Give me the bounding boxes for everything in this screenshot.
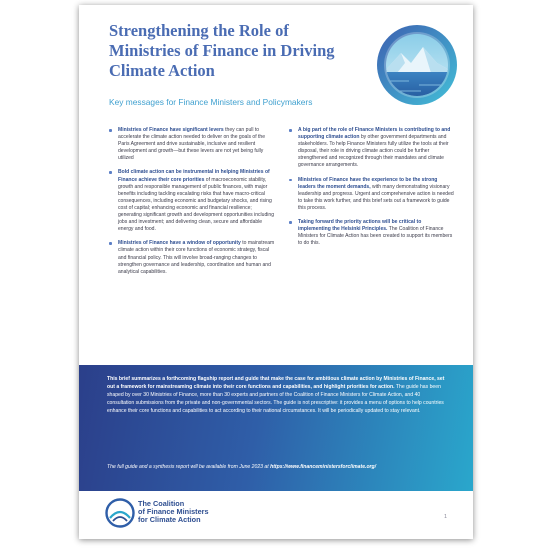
key-message-lead: Ministries of Finance have significant levers [118,127,224,133]
key-message-body: to mainstream climate action within their core functions of economic strategy, fiscal and financial policy. This will involve broad-ranging changes to strengthen governance and leadership, coordination and human and analytical capabilities. [118,240,275,275]
key-message-item [109,240,277,275]
key-message-lead: Bold climate action can be instrumental in helping Ministries of Finance achieve their core priorities [118,169,270,183]
document-title: Strengthening the Role of Ministries of Finance in Driving Climate Action [109,21,335,80]
bullet-icon [289,179,292,182]
bullet-icon [289,221,292,224]
key-message-item [289,177,455,212]
key-message-item [289,127,455,170]
bullet-icon [109,171,112,174]
key-message-body: with many demonstrating visionary leadership and progress. Urgent and comprehensive action is needed to take this work further, and this brief sets out a framework to guide this process. [298,183,454,211]
summary-body-text: The guide has been shaped by over 30 Ministries of Finance, more than 30 experts and partners of the Coalition of Finance Ministers for Climate Action, and 40 consultation submissions from the private and non-governmental sectors. The guide is not prescriptive: it provides a menu of options to help countries enhance their core functions and capabilities to act according to their national circumstances. It will be periodically updated to stay relevant. [107,384,444,414]
availability-text: The full guide and a synthesis report will be available from June 2023 at [107,464,271,470]
key-messages-right-column [289,127,455,254]
document-subtitle: Key messages for Finance Ministers and Policymakers [109,97,313,107]
key-message-item [109,169,277,233]
key-message-body: they can pull to accelerate the climate action needed to deliver on the goals of the Paris Agreement and drive sustainable, inclusive and resilient development and growth—but these levers are not yet being fully utilized [118,127,266,162]
document-page [79,5,473,539]
key-message-body: of macroeconomic stability, growth and responsible management of public finances, with major benefits including tackling escalating risks that have macro-critical consequences, including economic and budgetary shocks, and rising cost of capital; enhancing economic and financial resilience; generating significant growth and development opportunities including jobs and investment; and delivering clean, secure and affordable energy and food. [118,176,274,233]
bullet-icon [109,242,112,245]
key-message-lead: Taking forward the priority actions will be critical to implementing the Helsinki Principles. [298,219,422,233]
coalition-logo-text [138,500,209,523]
summary-bold-text: This brief summarizes a forthcoming flagship report and guide that make the case for ambitious climate action by Ministries of Finance, set out a framework for mainstreaming climate into their core functions and capabilities, and highlight priorities for action. [107,376,445,390]
website-link[interactable]: https://www.financeministersforclimate.org/ [270,464,377,470]
key-message-item [289,219,455,247]
logo-line: for Climate Action [138,514,201,524]
key-message-lead: Ministries of Finance have a window of opportunity [118,240,241,247]
key-message-body: The Coalition of Finance Ministers for Climate Action has been created to support its members to do this. [298,226,453,247]
key-message-body: by other government departments and stakeholders. To help Finance Ministers fully utilize the tools at their disposal, their role in driving climate action could be further strengthened and recognized through their mandates and climate governance arrangements. [298,134,449,169]
logo-line: The Coalition [138,499,185,508]
summary-band [79,365,473,491]
key-message-lead: A big part of the role of Finance Ministers is contributing to and supporting climate action [298,127,451,141]
summary-text [107,375,447,415]
key-message-item [109,127,277,162]
key-message-lead: Ministries of Finance have the experience to be the strong leaders the moment demands, [298,176,438,190]
coalition-logo [105,496,245,534]
page-number: 1 [444,514,448,520]
coalition-logo-icon [105,498,135,528]
availability-note [107,464,447,470]
key-messages-left-column [109,127,277,283]
bullet-icon [289,129,292,132]
mountain-lake-circle-icon [375,23,459,107]
logo-line: of Finance Ministers [138,506,209,516]
bullet-icon [109,129,112,132]
